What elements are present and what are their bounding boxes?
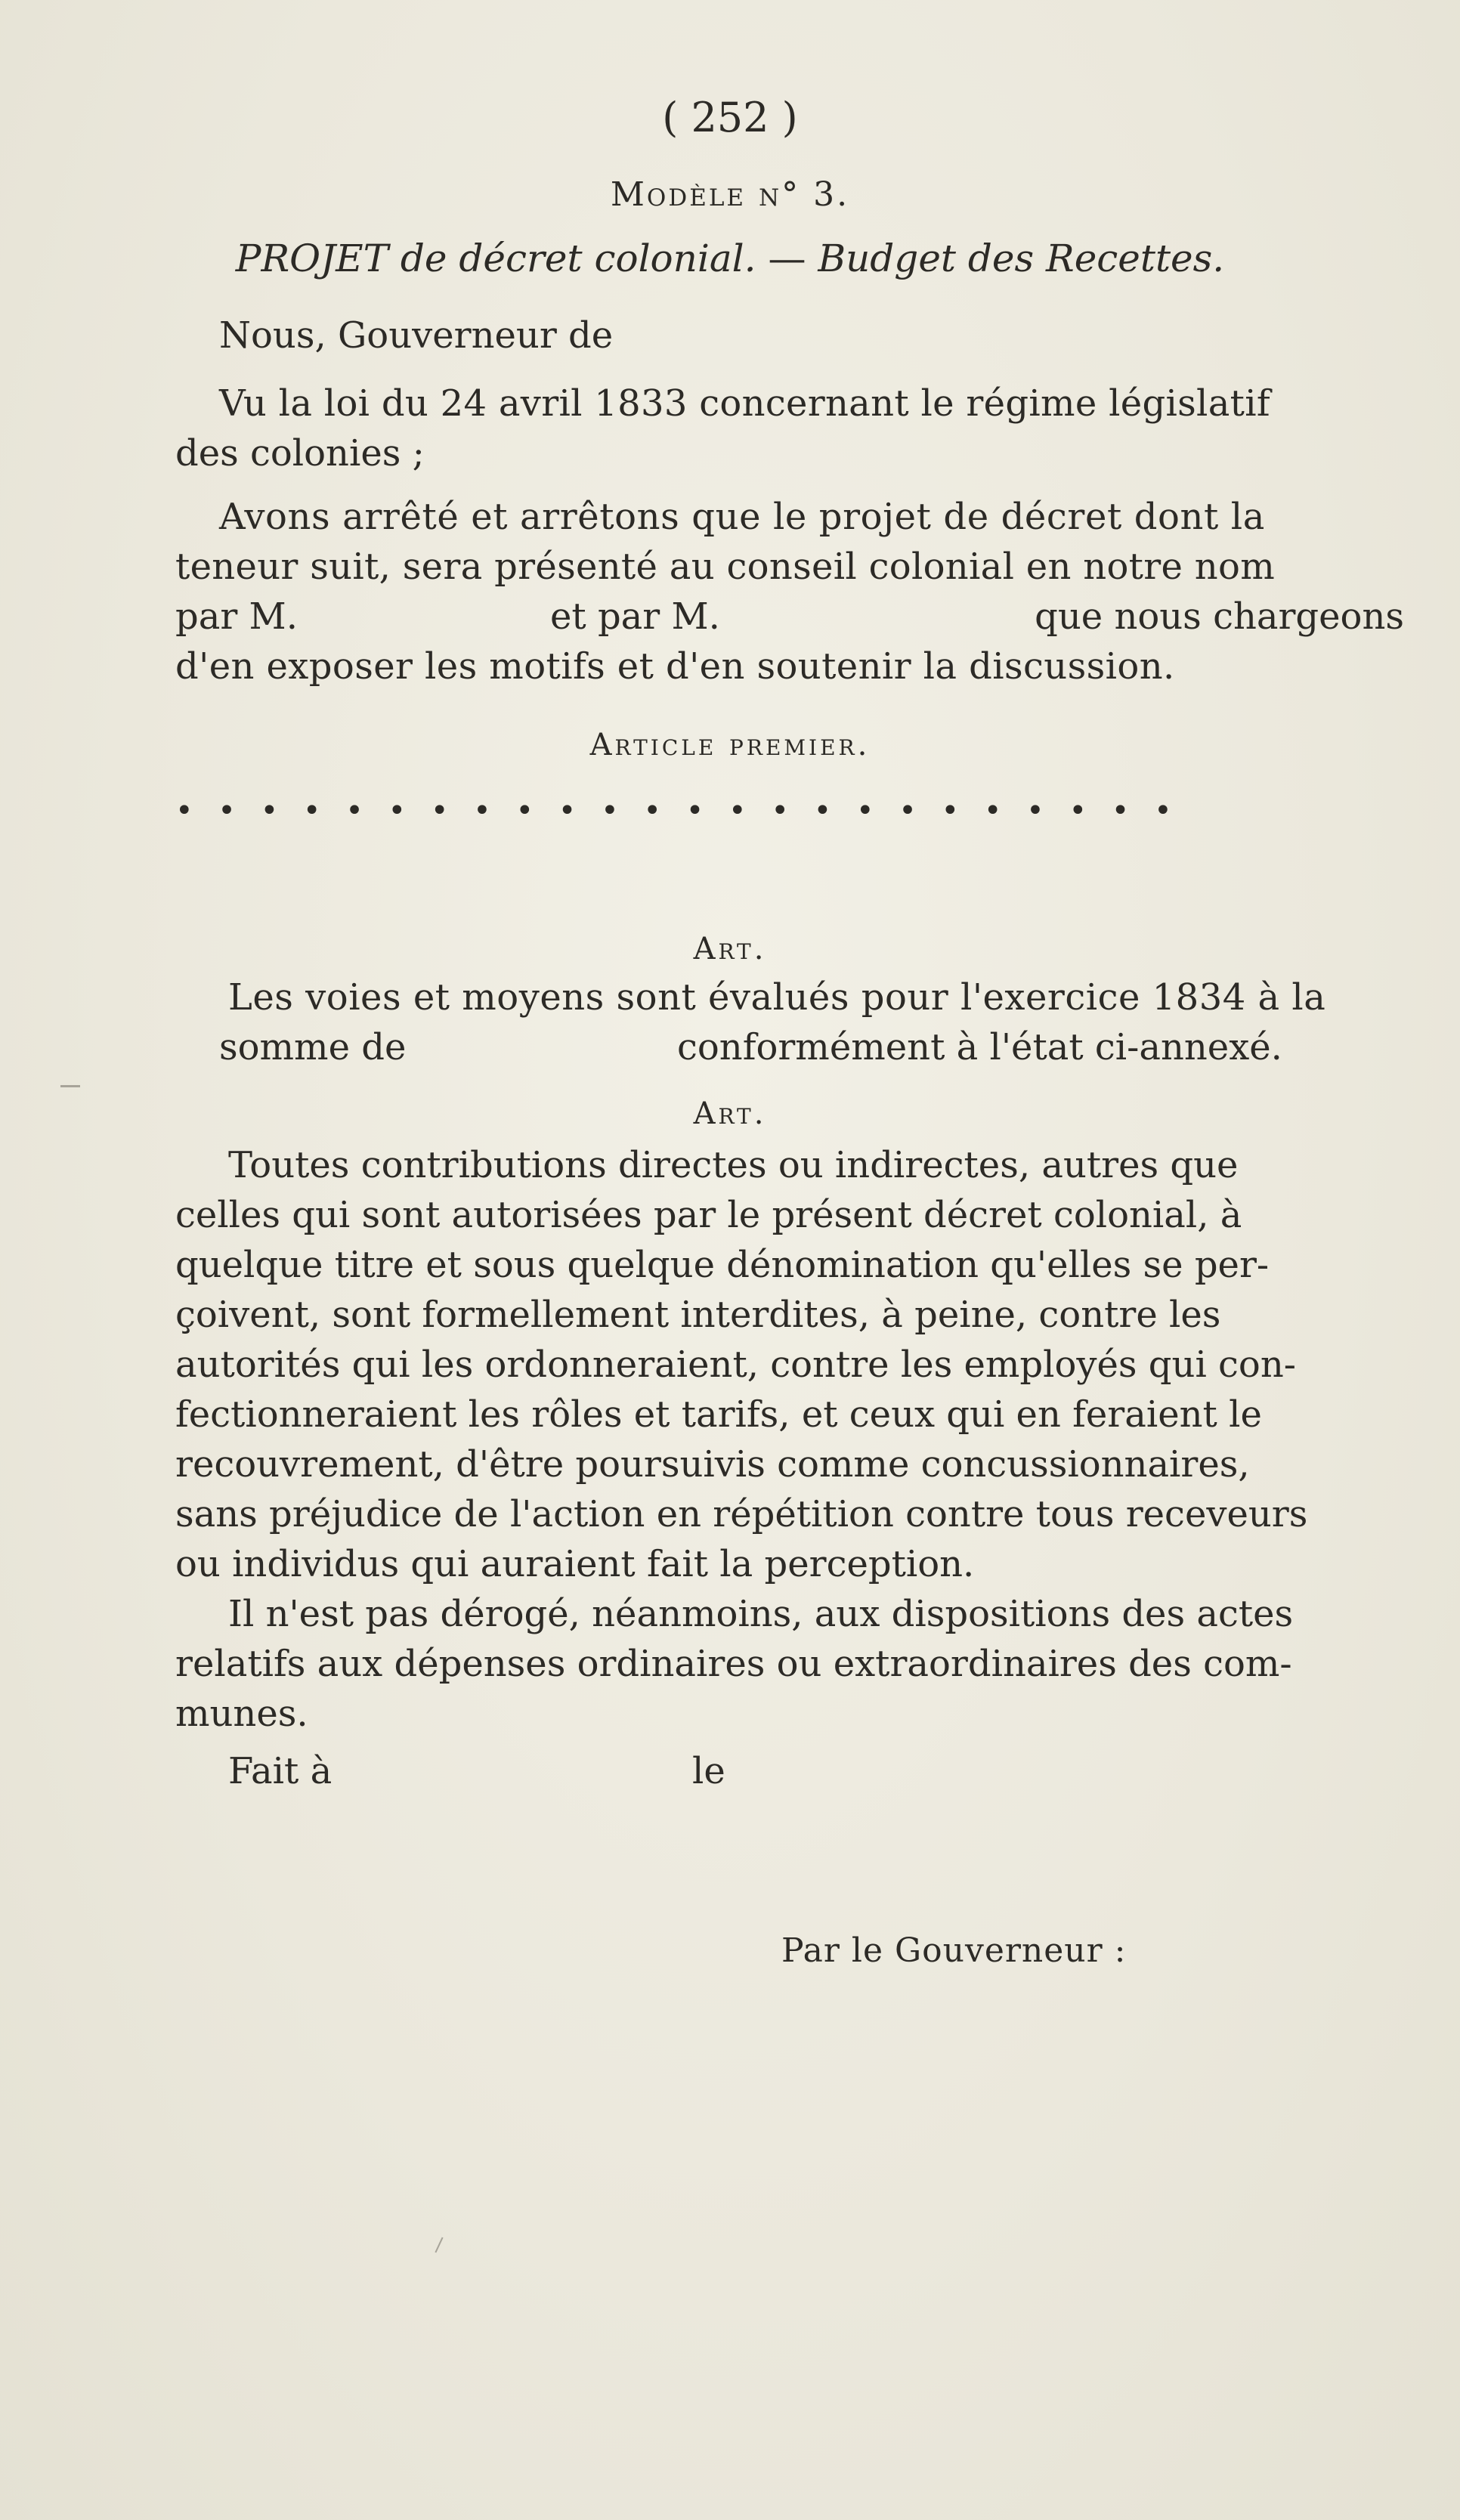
art-2-p2-line-2: munes. <box>175 1693 308 1735</box>
preamble-avons-line4: d'en exposer les motifs et d'en soutenir la discussion. <box>175 645 1175 688</box>
que-nous-chargeons: que nous chargeons <box>1035 595 1404 638</box>
art-2-p1-line-0: Toutes contributions directes ou indirectes, autres que <box>228 1144 1239 1186</box>
art-2-p1-line-1: celles qui sont autorisées par le présent décret colonial, à <box>175 1194 1242 1236</box>
preamble-vu-line1 <box>219 381 1404 426</box>
title-decret: de décret colonial. <box>400 237 756 280</box>
page-number: ( 252 ) <box>662 94 798 141</box>
model-heading: Modèle n° 3. <box>610 175 850 214</box>
art-2-p1-line-4: autorités qui les ordonneraient, contre les employés qui con- <box>175 1343 1296 1386</box>
art-2-p1-line-6: recouvrement, d'être poursuivis comme concussionnaires, <box>175 1443 1250 1486</box>
art-2-p1-line-7: sans préjudice de l'action en répétition contre tous receveurs <box>175 1493 1308 1535</box>
art-1-line1: Les voies et moyens sont évalués pour l'exercice 1834 à la <box>228 976 1326 1019</box>
preamble-vu-line2: des colonies ; <box>175 432 425 475</box>
preamble-vu-text: Vu la loi du 24 avril 1833 concernant le régime législatif <box>219 382 1270 425</box>
ellipsis-dots: • • • • • • • • • • • • • • • • • • • • • • • • <box>175 793 1180 828</box>
art-2-p1-line-3: çoivent, sont formellement interdites, à peine, contre les <box>175 1294 1221 1336</box>
somme-de: somme de <box>219 1026 407 1068</box>
preamble-avons-line1: Avons arrêté et arrêtons que le projet de décret dont la <box>219 496 1265 538</box>
art-2-p1-line-5: fectionneraient les rôles et tarifs, et ceux qui en feraient le <box>175 1393 1262 1436</box>
article-premier-heading: Article premier. <box>589 728 871 762</box>
art-heading-1: Art. <box>693 932 767 966</box>
signature-par-le-gouverneur: Par le Gouverneur : <box>781 1931 1127 1970</box>
document-title <box>0 236 1460 281</box>
title-budget: Budget des Recettes. <box>818 237 1225 280</box>
art-2-p1-line-8: ou individus qui auraient fait la perception. <box>175 1543 975 1585</box>
fait-a: Fait à <box>228 1750 333 1792</box>
art-2-p2-line-0: Il n'est pas dérogé, néanmoins, aux dispositions des actes <box>228 1593 1294 1635</box>
preamble-nous: Nous, Gouverneur de <box>219 314 614 357</box>
par-m-1: par M. <box>175 595 298 638</box>
title-dash: — <box>768 237 806 280</box>
paper-speck <box>435 2237 443 2253</box>
title-projet: PROJET <box>235 237 388 280</box>
par-m-2: et par M. <box>550 595 720 638</box>
art-2-p2-line-1: relatifs aux dépenses ordinaires ou extraordinaires des com- <box>175 1643 1292 1685</box>
paper-mark <box>60 1085 80 1087</box>
art-heading-2: Art. <box>693 1096 767 1131</box>
fait-le: le <box>692 1750 725 1792</box>
preamble-avons-line2: teneur suit, sera présenté au conseil colonial en notre nom <box>175 546 1276 588</box>
art-2-p1-line-2: quelque titre et sous quelque dénomination qu'elles se per- <box>175 1244 1270 1286</box>
conformement: conformément à l'état ci-annexé. <box>677 1026 1282 1068</box>
